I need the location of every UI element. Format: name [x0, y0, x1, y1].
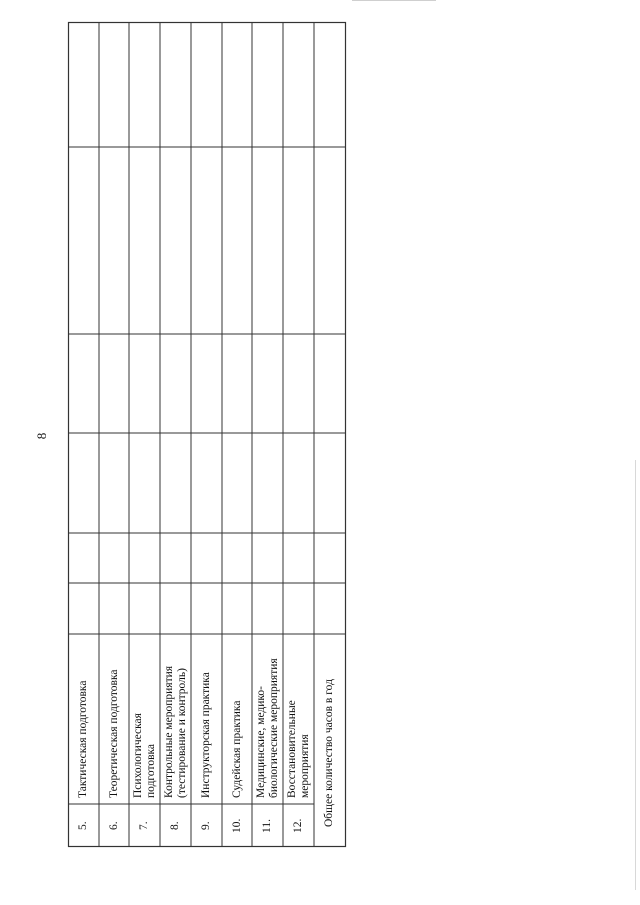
row-number: 10.	[231, 818, 243, 833]
row-label-line: биологические мероприятия	[268, 658, 280, 798]
row-label: Судейская практика	[231, 700, 243, 798]
scan-edge-top	[352, 0, 436, 1]
row-label: Инструкторская практика	[200, 672, 212, 798]
row-number: 9.	[200, 821, 212, 830]
row-number: 8.	[169, 821, 181, 830]
scan-edge-right	[635, 460, 636, 890]
row-number: 7.	[138, 821, 150, 830]
row-label-line: подготовка	[145, 743, 157, 798]
row-label-line: (тестирование и контроль)	[176, 668, 188, 798]
row-number: 11.	[261, 819, 273, 833]
row-label-line: Контрольные мероприятия	[163, 665, 175, 798]
row-number: 6.	[108, 821, 120, 830]
row-label-line: Психологическая	[132, 713, 144, 798]
row-label: Тактическая подготовка	[77, 680, 89, 798]
hours-table	[68, 22, 346, 847]
row-label-line: мероприятия	[299, 734, 311, 798]
total-hours-label: Общее количество часов в год	[323, 679, 335, 827]
row-number: 12.	[292, 818, 304, 833]
row-number: 5.	[77, 821, 89, 830]
page-number: 8	[34, 432, 49, 440]
row-label: Теоретическая подготовка	[108, 669, 120, 798]
row-label-line: Восстановительные	[286, 700, 298, 798]
row-label-line: Медицинские, медико-	[255, 685, 267, 798]
